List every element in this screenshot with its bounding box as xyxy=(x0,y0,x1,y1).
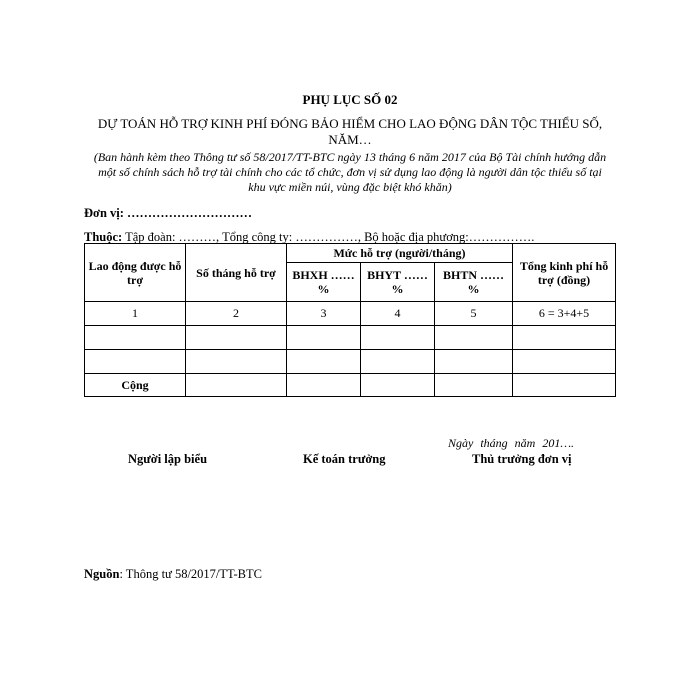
table-cell xyxy=(513,326,616,350)
unit-value: ………………………… xyxy=(123,206,253,220)
source-value: : Thông tư 58/2017/TT-BTC xyxy=(119,567,262,581)
table-cell xyxy=(361,374,435,397)
header-bhxh: BHXH ……% xyxy=(287,263,361,302)
header-months: Số tháng hỗ trợ xyxy=(186,244,287,302)
table-cell xyxy=(186,350,287,374)
table-cell xyxy=(186,326,287,350)
parent-value: Tập đoàn: ………, Tổng công ty: ……………, Bộ hoặc địa phương:……………. xyxy=(122,230,535,244)
header-workers: Lao động được hỗ trợ xyxy=(85,244,186,302)
signature-head: Thủ trưởng đơn vị xyxy=(472,452,572,466)
total-label: Cộng xyxy=(85,374,186,397)
header-bhyt: BHYT …… % xyxy=(361,263,435,302)
column-number: 5 xyxy=(435,302,513,326)
table-cell xyxy=(361,326,435,350)
column-number: 6 = 3+4+5 xyxy=(513,302,616,326)
source-line xyxy=(84,567,262,582)
table-cell xyxy=(287,350,361,374)
total-row xyxy=(85,374,616,397)
subtitle: (Ban hành kèm theo Thông tư số 58/2017/TT-BTC ngày 13 tháng 6 năm 2017 của Bộ Tài chính hướng dẫn một số chính sách hỗ trợ tài chính cho các tổ chức, đơn vị sử dụng lao động là người dân tộc thiểu số tại khu vực miền núi, vùng đặc biệt khó khăn) xyxy=(93,150,607,194)
table-row xyxy=(85,302,616,326)
budget-table xyxy=(84,243,616,397)
table-cell xyxy=(186,374,287,397)
table-cell xyxy=(435,350,513,374)
column-number: 4 xyxy=(361,302,435,326)
column-number: 1 xyxy=(85,302,186,326)
header-total-cost: Tổng kinh phí hỗ trợ (đồng) xyxy=(513,244,616,302)
appendix-title: PHỤ LỤC SỐ 02 xyxy=(302,92,398,107)
source-label: Nguồn xyxy=(84,567,120,581)
parent-label: Thuộc: xyxy=(84,230,123,244)
signature-maker: Người lập biểu xyxy=(128,452,208,466)
main-title: DỰ TOÁN HỖ TRỢ KINH PHÍ ĐÓNG BẢO HIỂM CHO LAO ĐỘNG DÂN TỘC THIỂU SỐ, NĂM… xyxy=(97,116,603,147)
table-cell xyxy=(435,326,513,350)
column-number: 3 xyxy=(287,302,361,326)
table-row xyxy=(85,350,616,374)
table-cell xyxy=(513,350,616,374)
table-cell xyxy=(361,350,435,374)
table-cell xyxy=(85,326,186,350)
signature-accountant: Kế toán trưởng xyxy=(303,452,386,466)
unit-line xyxy=(84,206,252,221)
date-line: Ngày tháng năm 201…. xyxy=(448,436,574,450)
header-support-level: Mức hỗ trợ (người/tháng) xyxy=(287,244,513,263)
unit-label: Đơn vị: xyxy=(84,206,124,220)
table-row xyxy=(85,326,616,350)
table-cell xyxy=(435,374,513,397)
table-cell xyxy=(85,350,186,374)
table-cell xyxy=(287,374,361,397)
table-cell xyxy=(287,326,361,350)
header-bhtn: BHTN …… % xyxy=(435,263,513,302)
table-cell xyxy=(513,374,616,397)
column-number: 2 xyxy=(186,302,287,326)
